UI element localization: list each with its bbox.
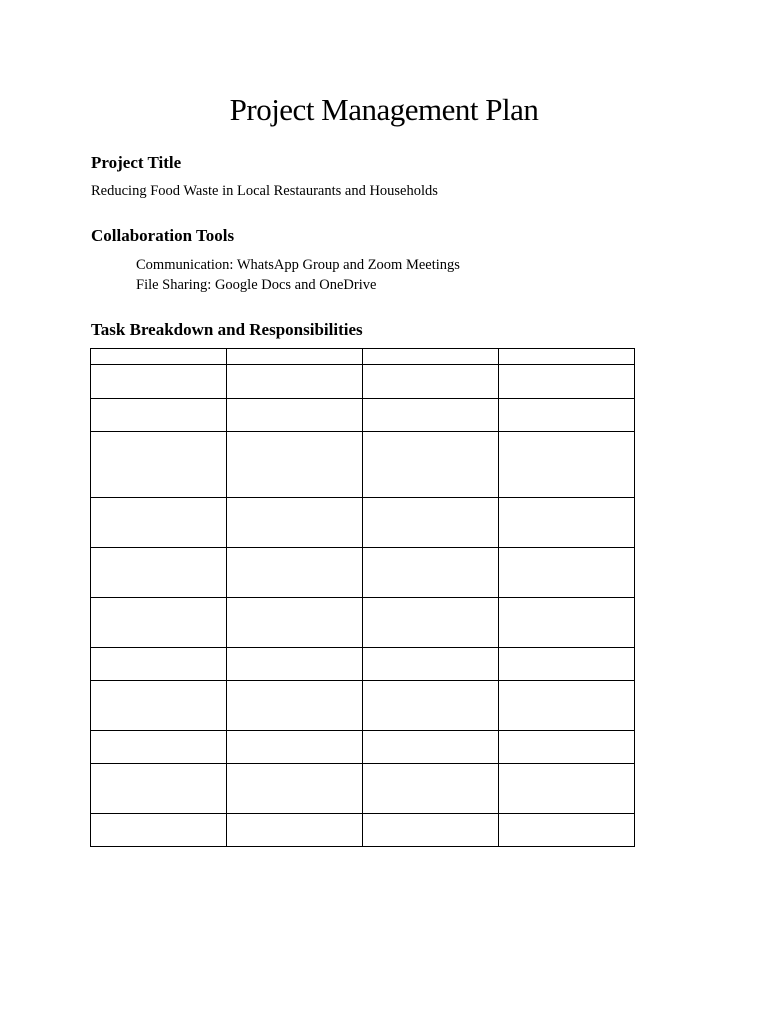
table-cell[interactable] — [363, 498, 499, 548]
table-cell[interactable] — [227, 648, 363, 681]
task-breakdown-table — [90, 348, 635, 847]
table-cell[interactable] — [91, 681, 227, 731]
collaboration-tools-heading: Collaboration Tools — [91, 226, 235, 245]
table-cell[interactable] — [499, 548, 635, 598]
table-cell[interactable] — [227, 548, 363, 598]
table-cell[interactable] — [363, 681, 499, 731]
task-table-body — [91, 349, 635, 847]
table-row — [91, 598, 635, 648]
table-cell[interactable] — [499, 648, 635, 681]
table-row — [91, 432, 635, 498]
table-cell[interactable] — [363, 764, 499, 814]
table-cell[interactable] — [91, 814, 227, 847]
table-cell[interactable] — [91, 432, 227, 498]
table-cell[interactable] — [499, 498, 635, 548]
table-cell[interactable] — [499, 731, 635, 764]
table-row — [91, 764, 635, 814]
table-cell[interactable] — [227, 598, 363, 648]
table-cell[interactable] — [363, 548, 499, 598]
table-cell[interactable] — [499, 349, 635, 365]
table-cell[interactable] — [499, 764, 635, 814]
table-cell[interactable] — [91, 399, 227, 432]
table-row — [91, 399, 635, 432]
table-cell[interactable] — [499, 598, 635, 648]
table-cell[interactable] — [91, 598, 227, 648]
collaboration-tool-item: File Sharing: Google Docs and OneDrive — [136, 277, 377, 293]
table-cell[interactable] — [363, 598, 499, 648]
project-title-value: Reducing Food Waste in Local Restaurants and Households — [91, 183, 438, 199]
table-row — [91, 349, 635, 365]
task-breakdown-heading: Task Breakdown and Responsibilities — [91, 320, 363, 339]
table-cell[interactable] — [499, 365, 635, 399]
table-cell[interactable] — [499, 432, 635, 498]
table-cell[interactable] — [91, 365, 227, 399]
table-row — [91, 498, 635, 548]
page-title: Project Management Plan — [229, 92, 539, 127]
table-row — [91, 648, 635, 681]
table-cell[interactable] — [499, 399, 635, 432]
table-cell[interactable] — [227, 814, 363, 847]
table-cell[interactable] — [363, 349, 499, 365]
table-cell[interactable] — [499, 814, 635, 847]
table-cell[interactable] — [91, 349, 227, 365]
table-row — [91, 548, 635, 598]
table-cell[interactable] — [91, 648, 227, 681]
table-row — [91, 731, 635, 764]
collaboration-tool-item: Communication: WhatsApp Group and Zoom Meetings — [136, 257, 460, 273]
table-cell[interactable] — [91, 548, 227, 598]
table-row — [91, 681, 635, 731]
table-cell[interactable] — [363, 399, 499, 432]
table-cell[interactable] — [91, 731, 227, 764]
table-cell[interactable] — [363, 648, 499, 681]
table-cell[interactable] — [363, 731, 499, 764]
table-cell[interactable] — [91, 498, 227, 548]
table-cell[interactable] — [91, 764, 227, 814]
table-cell[interactable] — [363, 814, 499, 847]
table-cell[interactable] — [227, 731, 363, 764]
table-cell[interactable] — [227, 399, 363, 432]
table-cell[interactable] — [227, 498, 363, 548]
project-title-heading: Project Title — [91, 153, 182, 172]
table-row — [91, 365, 635, 399]
table-cell[interactable] — [227, 365, 363, 399]
table-cell[interactable] — [227, 681, 363, 731]
table-row — [91, 814, 635, 847]
table-cell[interactable] — [499, 681, 635, 731]
table-cell[interactable] — [363, 432, 499, 498]
table-cell[interactable] — [227, 349, 363, 365]
table-cell[interactable] — [227, 432, 363, 498]
table-cell[interactable] — [227, 764, 363, 814]
table-cell[interactable] — [363, 365, 499, 399]
